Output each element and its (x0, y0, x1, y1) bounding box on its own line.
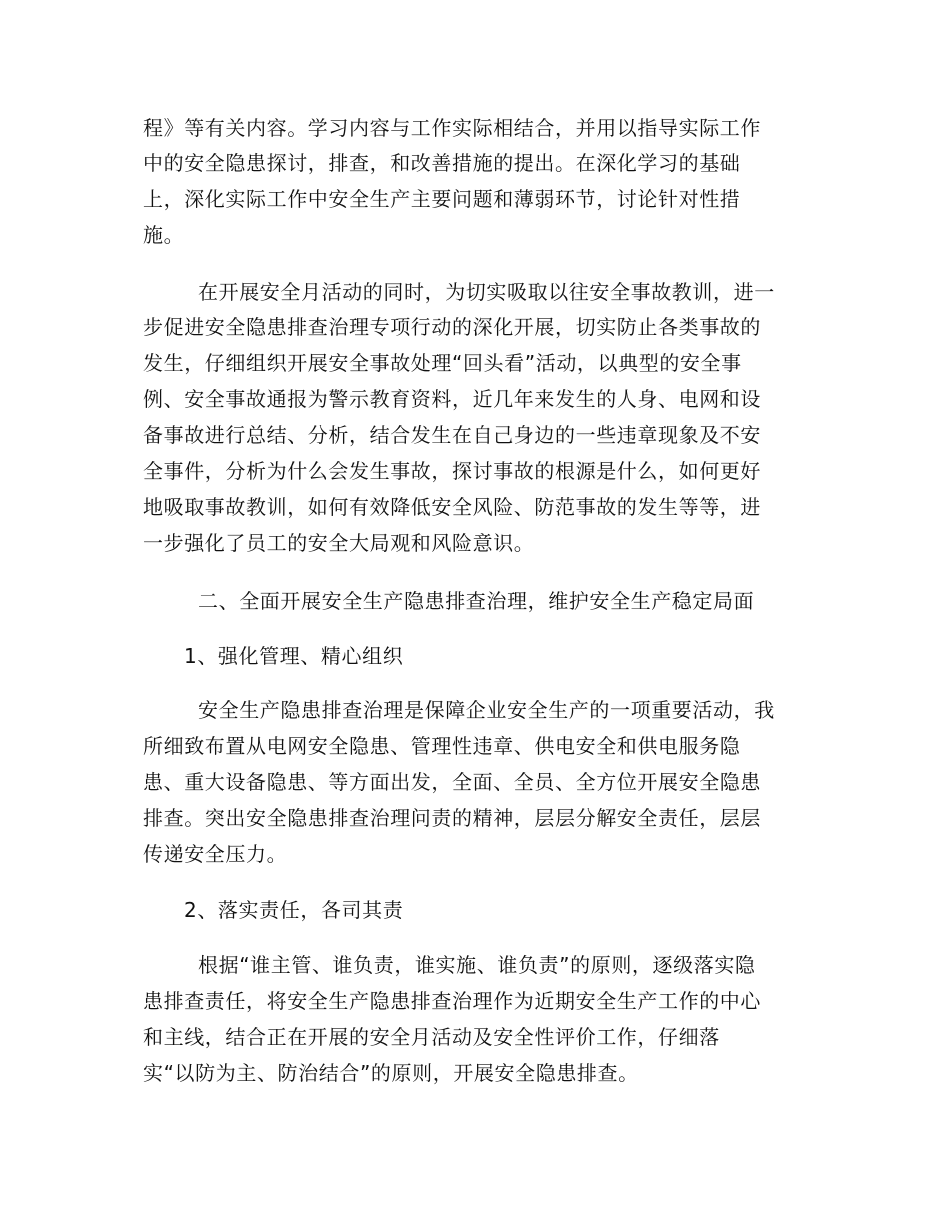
paragraph-3-line-5: 传递安全压力。 (143, 842, 288, 866)
paragraph-1-line-3: 上，深化实际工作中安全生产主要问题和薄弱环节，讨论针对性措 (143, 187, 741, 211)
paragraph-4-line-2: 患排查责任，将安全生产隐患排查治理作为近期安全生产工作的中心 (143, 989, 761, 1013)
paragraph-1-line-1: 程》等有关内容。学习内容与工作实际相结合，并用以指导实际工作 (143, 116, 761, 140)
subheading-2: 2、落实责任，各司其责 (184, 898, 404, 922)
paragraph-2-line-3: 发生，仔细组织开展安全事故处理“回头看”活动，以典型的安全事 (143, 351, 742, 375)
subheading-1: 1、强化管理、精心组织 (184, 644, 404, 668)
paragraph-2-line-1: 在开展安全月活动的同时，为切实吸取以往安全事故教训，进一 (198, 280, 775, 304)
paragraph-2-line-7: 地吸取事故教训，如何有效降低安全风险、防范事故的发生等等，进 (143, 495, 761, 519)
paragraph-1-line-4: 施。 (143, 223, 185, 247)
paragraph-3-line-2: 所细致布置从电网安全隐患、管理性违章、供电安全和供电服务隐 (143, 734, 741, 758)
paragraph-4-line-4: 实“以防为主、防治结合”的原则，开展安全隐患排查。 (143, 1061, 639, 1085)
paragraph-4-line-1: 根据“谁主管、谁负责，谁实施、谁负责”的原则，逐级落实隐 (198, 953, 756, 977)
paragraph-3-line-3: 患、重大设备隐患、等方面出发，全面、全员、全方位开展安全隐患 (143, 770, 761, 794)
paragraph-3-line-4: 排查。突出安全隐患排查治理问责的精神，层层分解安全责任，层层 (143, 806, 761, 830)
paragraph-2-line-6: 全事件，分析为什么会发生事故，探讨事故的根源是什么，如何更好 (143, 459, 761, 483)
paragraph-3-line-1: 安全生产隐患排查治理是保障企业安全生产的一项重要活动，我 (198, 698, 775, 722)
paragraph-2-line-4: 例、安全事故通报为警示教育资料，近几年来发生的人身、电网和设 (143, 387, 761, 411)
paragraph-2-line-8: 一步强化了员工的安全大局观和风险意识。 (143, 531, 535, 555)
paragraph-2-line-5: 备事故进行总结、分析，结合发生在自己身边的一些违章现象及不安 (143, 423, 761, 447)
paragraph-1-line-2: 中的安全隐患探讨，排查，和改善措施的提出。在深化学习的基础 (143, 151, 741, 175)
paragraph-2-line-2: 步促进安全隐患排查治理专项行动的深化开展，切实防止各类事故的 (143, 315, 761, 339)
paragraph-4-line-3: 和主线，结合正在开展的安全月活动及安全性评价工作，仔细落 (143, 1025, 720, 1049)
section-heading-2: 二、全面开展安全生产隐患排查治理，维护安全生产稳定局面 (198, 589, 755, 613)
